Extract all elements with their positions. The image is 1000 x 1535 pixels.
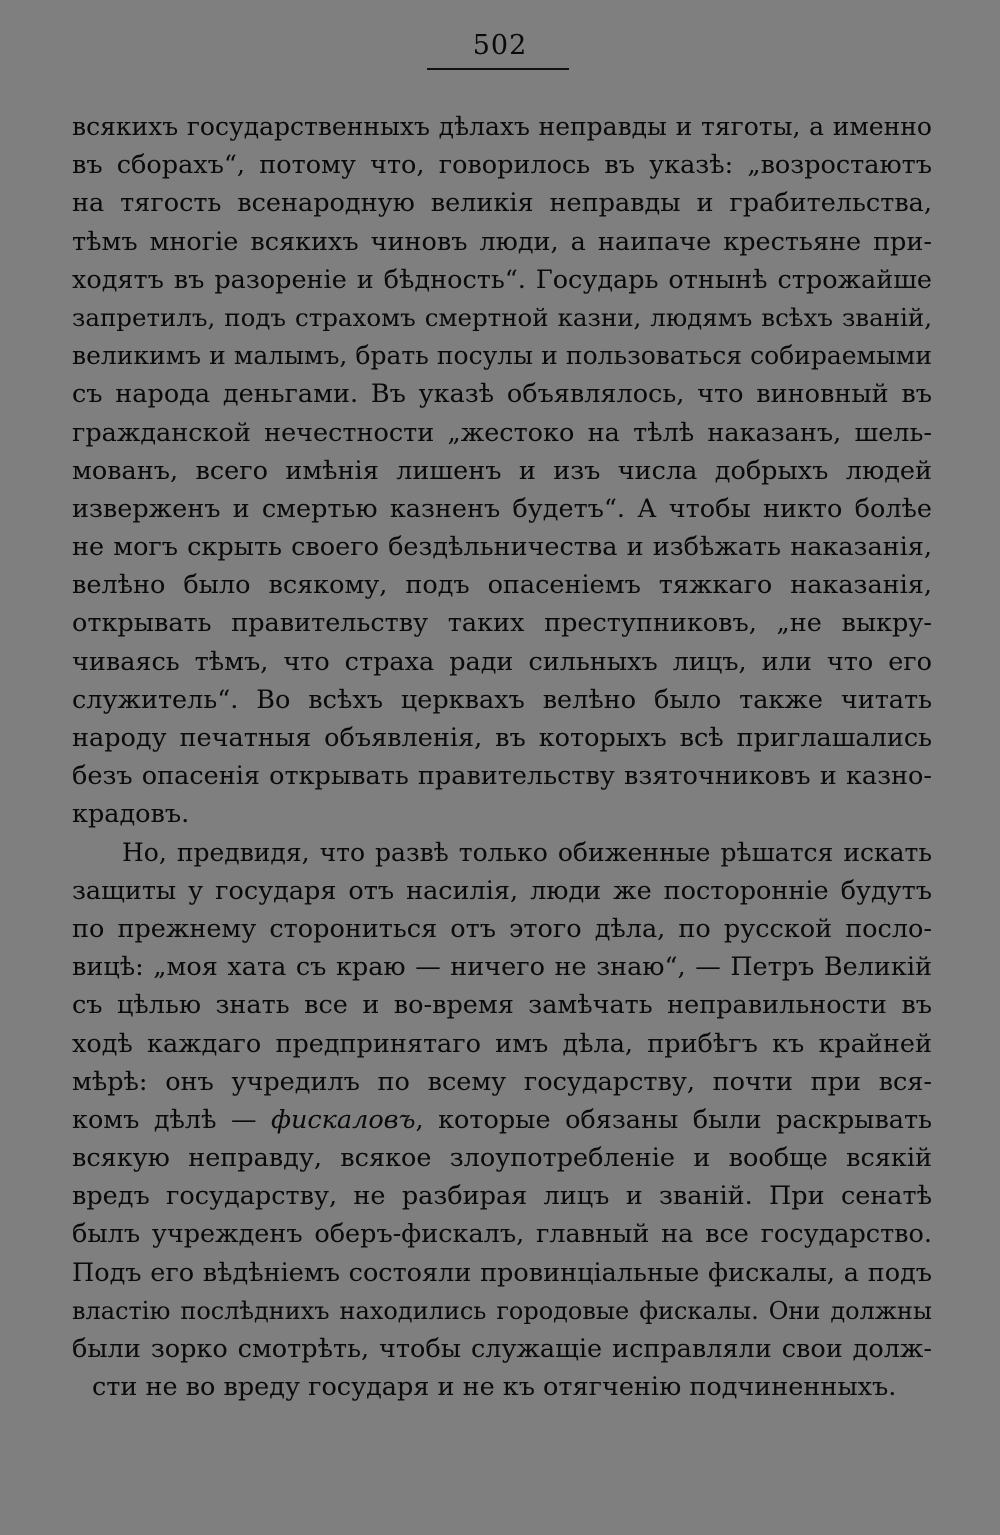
text-line: Подъ его вѣдѣніемъ состояли провинціальные фискалы, а подъ — [72, 1257, 932, 1288]
text-line: запретилъ, подъ страхомъ смертной казни, людямъ всѣхъ званій, — [72, 302, 932, 332]
text-line: на тягость всенародную великія неправды и грабительства, — [72, 188, 932, 219]
text-line: защиты у государя отъ насилія, люди же посторонніе будутъ — [72, 875, 932, 906]
text-line: по прежнему сторониться отъ этого дѣла, по русской посло- — [72, 913, 932, 944]
text-line: сти не во вреду государя и не къ отягченію подчиненныхъ. — [92, 1372, 897, 1403]
header-rule — [427, 68, 569, 70]
text-line: ходѣ каждаго предпринятаго имъ дѣла, прибѣгъ къ крайней — [72, 1028, 932, 1059]
text-line: велѣно было всякому, подъ опасеніемъ тяжкаго наказанія, — [72, 570, 932, 601]
text-line: чиваясь тѣмъ, что страха ради сильныхъ лицъ, или что его — [72, 646, 932, 677]
text-line: мованъ, всего имѣнія лишенъ и изъ числа добрыхъ людей — [72, 455, 932, 486]
text-line: тѣмъ многіе всякихъ чиновъ люди, а наипаче крестьяне при- — [72, 226, 932, 257]
text-line — [72, 1101, 932, 1139]
text-line: былъ учрежденъ оберъ-фискалъ, главный на все государство. — [72, 1219, 932, 1250]
text-line: Но, предвидя, что развѣ только обиженные рѣшатся искать — [122, 837, 932, 867]
text-line: служитель“. Во всѣхъ церквахъ велѣно было также читать — [72, 684, 932, 715]
text-line: властію послѣднихъ находились городовые фискалы. Они должны — [72, 1296, 932, 1325]
text-line: съ цѣлью знать все и во-время замѣчать неправильности въ — [72, 990, 932, 1021]
text-line: великимъ и малымъ, брать посулы и пользоваться собираемыми — [72, 341, 932, 371]
text-line: всякихъ государственныхъ дѣлахъ неправды и тяготы, а именно — [72, 112, 932, 141]
text-line: открывать правительству таких преступниковъ, „не выкру- — [72, 608, 932, 639]
page-number: 502 — [472, 30, 528, 61]
text-line: ходятъ въ разореніе и бѣдность“. Государь отнынѣ строжайше — [72, 264, 932, 295]
text-line: народу печатныя объявленія, въ которыхъ всѣ приглашались — [72, 723, 932, 753]
body-text — [72, 108, 932, 1406]
text-line: были зорко смотрѣть, чтобы служащіе исправляли свои долж- — [72, 1334, 932, 1364]
text-segment: комъ дѣлѣ — — [72, 1104, 271, 1135]
text-line: вицѣ: „моя хата съ краю — ничего не знаю“, — Петръ Великій — [72, 952, 932, 983]
paragraph-2 — [72, 834, 932, 1407]
text-line: въ сборахъ“, потому что, говорилось въ указѣ: „возростаютъ — [72, 150, 932, 181]
text-line: изверженъ и смертью казненъ будетъ“. А чтобы никто болѣе — [72, 493, 932, 524]
text-line: всякую неправду, всякое злоупотребленіе и вообще всякій — [72, 1143, 932, 1174]
text-line: крадовъ. — [72, 799, 190, 830]
text-line: мѣрѣ: онъ учредилъ по всему государству, почти при вся- — [72, 1066, 932, 1097]
text-line: гражданской нечестности „жестоко на тѣлѣ наказанъ, шель- — [72, 417, 932, 448]
text-line: безъ опасенія открывать правительству взяточниковъ и казно- — [72, 761, 932, 792]
italic-term: фискаловъ — [270, 1104, 416, 1135]
paragraph-1 — [72, 108, 932, 834]
text-line: съ народа деньгами. Въ указѣ объявлялось, что виновный въ — [72, 379, 932, 410]
text-segment: , которые обязаны были раскрывать — [415, 1104, 932, 1135]
text-line: не могъ скрыть своего бездѣльничества и избѣжать наказанія, — [72, 532, 932, 563]
text-line: вредъ государству, не разбирая лицъ и званій. При сенатѣ — [72, 1181, 932, 1212]
